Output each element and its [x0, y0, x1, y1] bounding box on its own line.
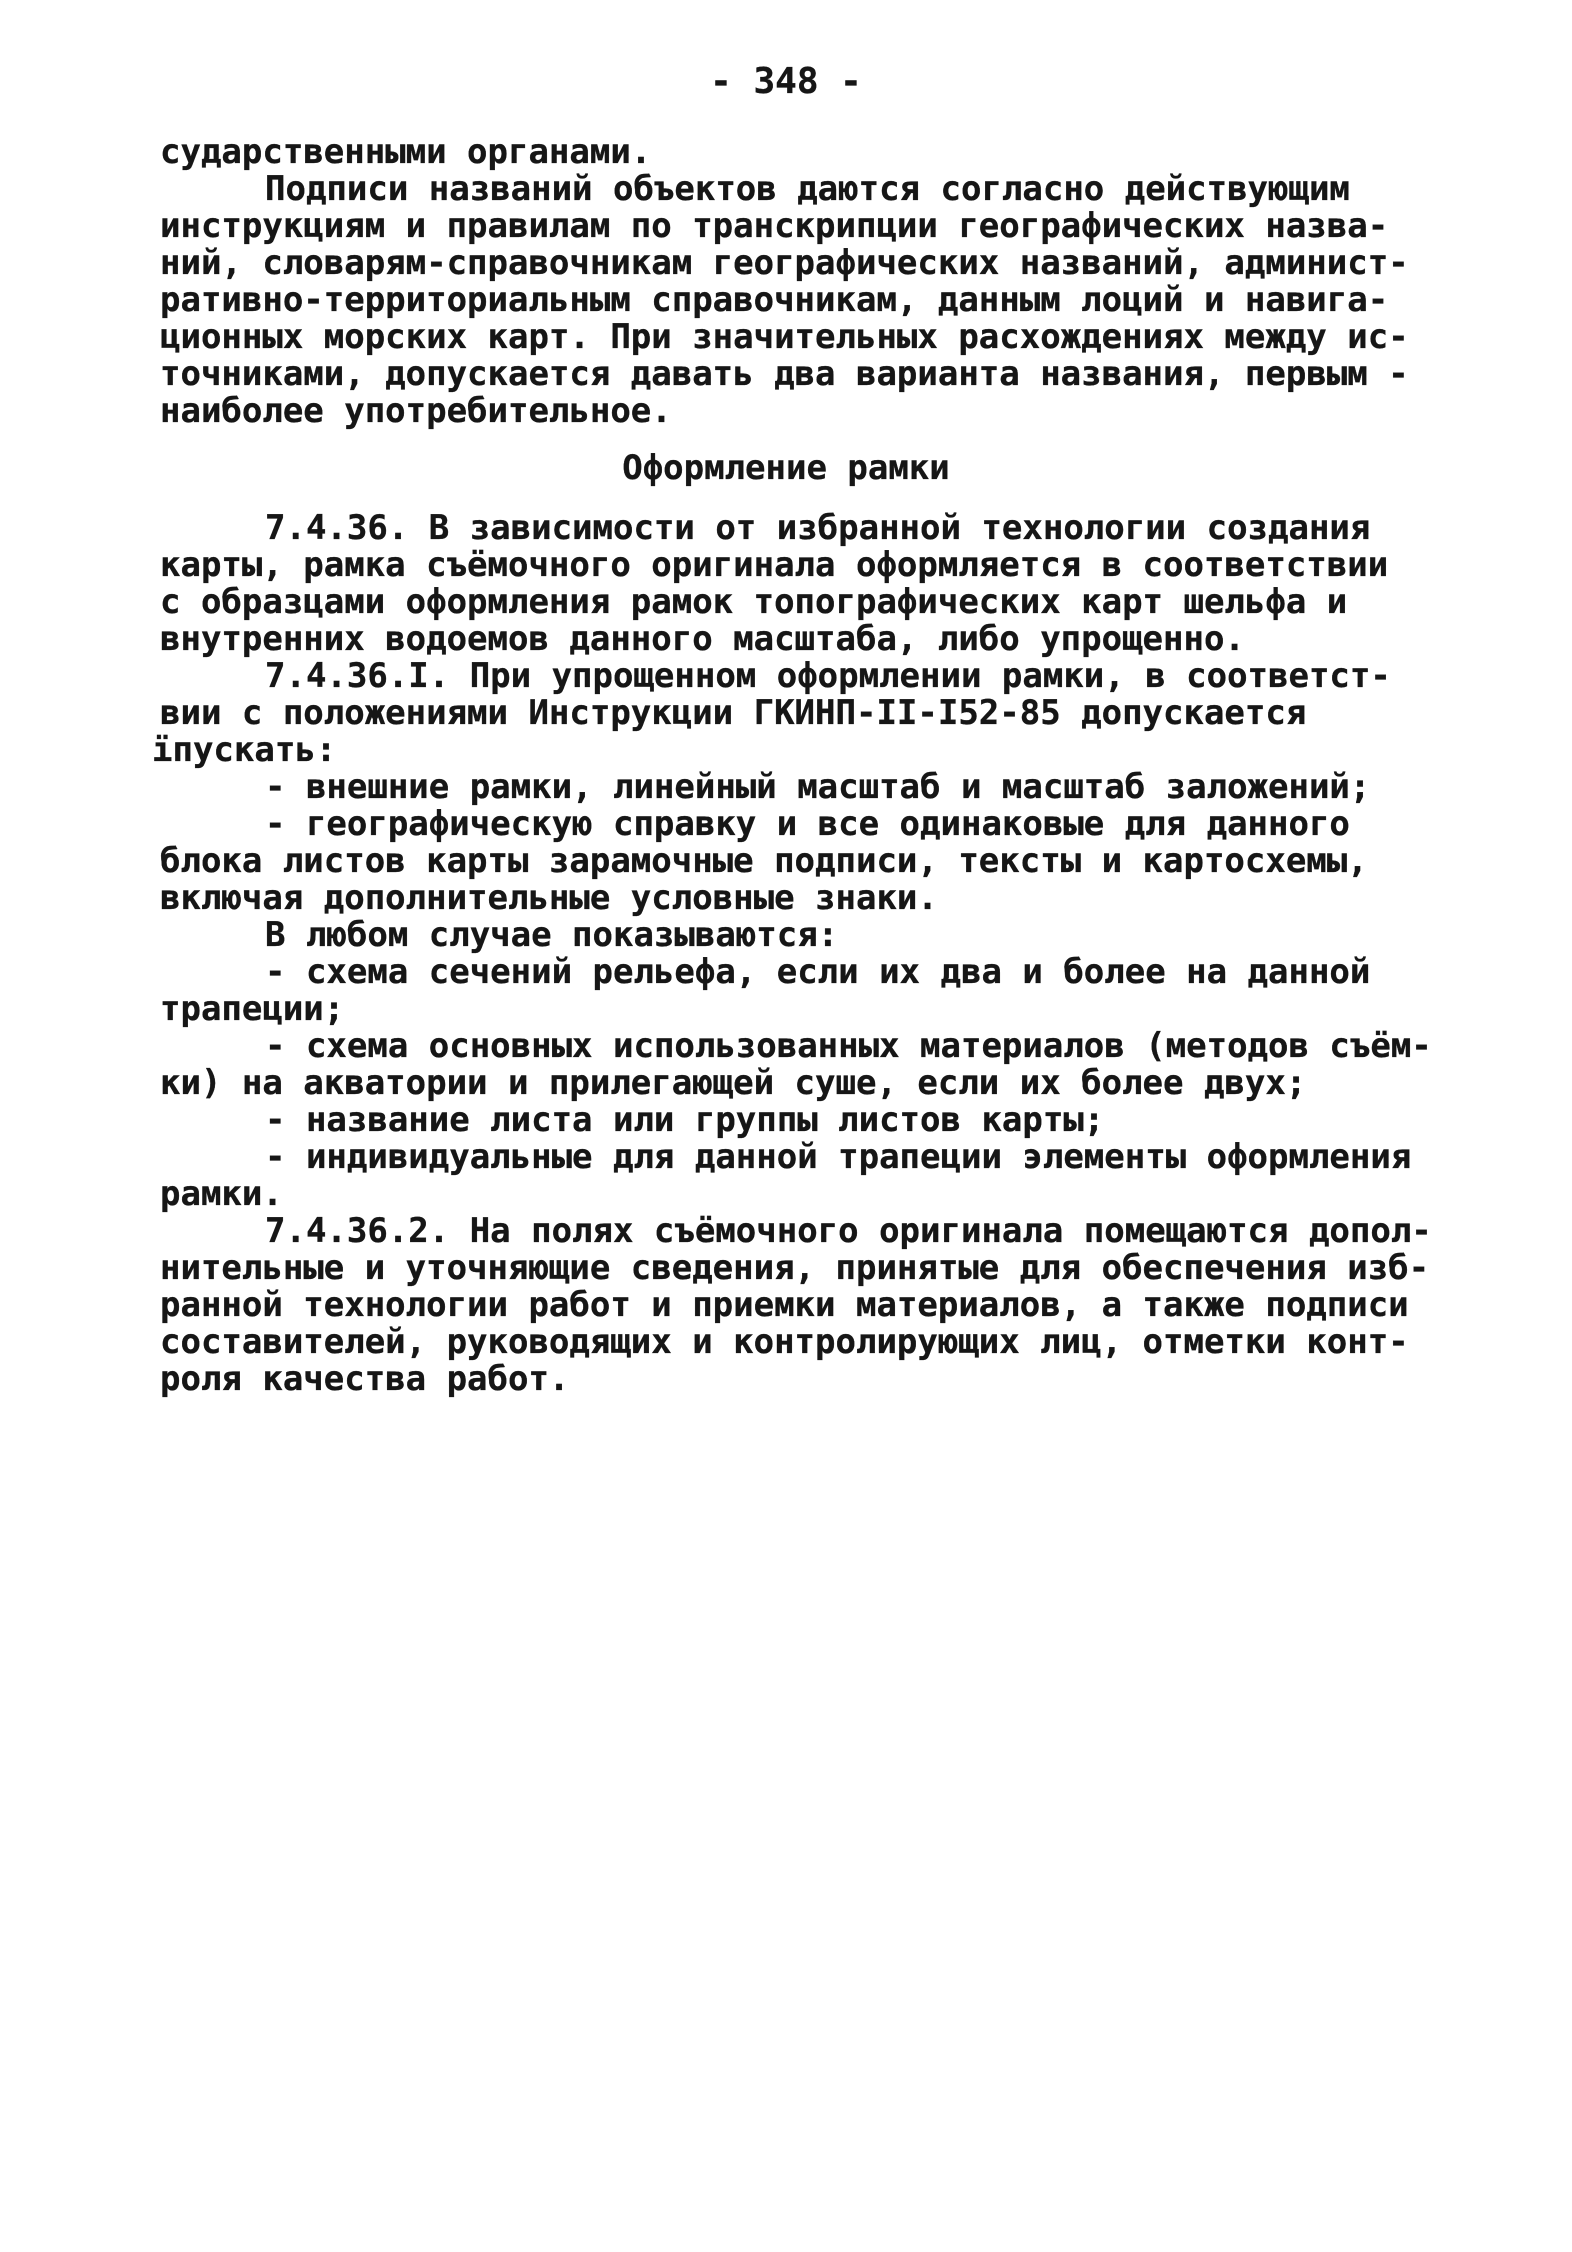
page-number: - 348 -	[710, 61, 862, 102]
intro-line: сударственными органами.	[160, 132, 652, 172]
body-line: - схема основных использованных материалов (методов съём-	[265, 1026, 1432, 1066]
body-line: - индивидуальные для данной трапеции элементы оформления	[265, 1137, 1412, 1177]
body-line: с образцами оформления рамок топографических карт шельфа и	[160, 582, 1348, 622]
body-line: 7.4.36.I. При упрощенном оформлении рамки, в соответст-	[265, 656, 1391, 696]
intro-line: Подписи названий объектов даются согласно действующим	[265, 169, 1350, 209]
intro-line: ний, словарям-справочникам географических названий, админист-	[160, 243, 1409, 283]
body-line: составителей, руководящих и контролирующих лиц, отметки конт-	[160, 1322, 1409, 1362]
body-line: - схема сечений рельефа, если их два и более на данной	[265, 952, 1371, 992]
body-line: ïпускать:	[152, 730, 337, 770]
intro-line: наиболее употребительное.	[160, 391, 672, 431]
body-line: роля качества работ.	[160, 1359, 570, 1399]
body-line: 7.4.36.2. На полях съёмочного оригинала помещаются допол-	[265, 1211, 1432, 1251]
body-line: ранной технологии работ и приемки материалов, а также подписи	[160, 1285, 1409, 1325]
body-line: блока листов карты зарамочные подписи, тексты и картосхемы,	[160, 841, 1368, 881]
body-line: ки) на акватории и прилегающей суше, если их более двух;	[160, 1063, 1307, 1103]
intro-line: инструкциям и правилам по транскрипции географических назва-	[160, 206, 1389, 246]
body-line: внутренних водоемов данного масштаба, либо упрощенно.	[160, 619, 1245, 659]
intro-line: ративно-территориальным справочникам, данным лоций и навига-	[160, 280, 1389, 320]
body-line: - географическую справку и все одинаковые для данного	[265, 804, 1350, 844]
body-line: В любом случае показываются:	[265, 915, 839, 955]
intro-line: точниками, допускается давать два варианта названия, первым -	[160, 354, 1409, 394]
body-line: 7.4.36. В зависимости от избранной технологии создания	[265, 508, 1371, 548]
body-line: вии с положениями Инструкции ГКИНП-II-I52-85 допускается	[160, 693, 1307, 733]
section-heading: Оформление рамки	[622, 448, 950, 488]
body-line: - внешние рамки, линейный масштаб и масштаб заложений;	[265, 767, 1371, 807]
body-line: включая дополнительные условные знаки.	[160, 878, 938, 918]
intro-line: ционных морских карт. При значительных расхождениях между ис-	[160, 317, 1409, 357]
body-line: карты, рамка съёмочного оригинала оформляется в соответствии	[160, 545, 1389, 585]
body-line: трапеции;	[160, 989, 345, 1029]
body-line: нительные и уточняющие сведения, принятые для обеспечения изб-	[160, 1248, 1430, 1288]
body-line: рамки.	[160, 1174, 283, 1214]
body-line: - название листа или группы листов карты;	[265, 1100, 1105, 1140]
